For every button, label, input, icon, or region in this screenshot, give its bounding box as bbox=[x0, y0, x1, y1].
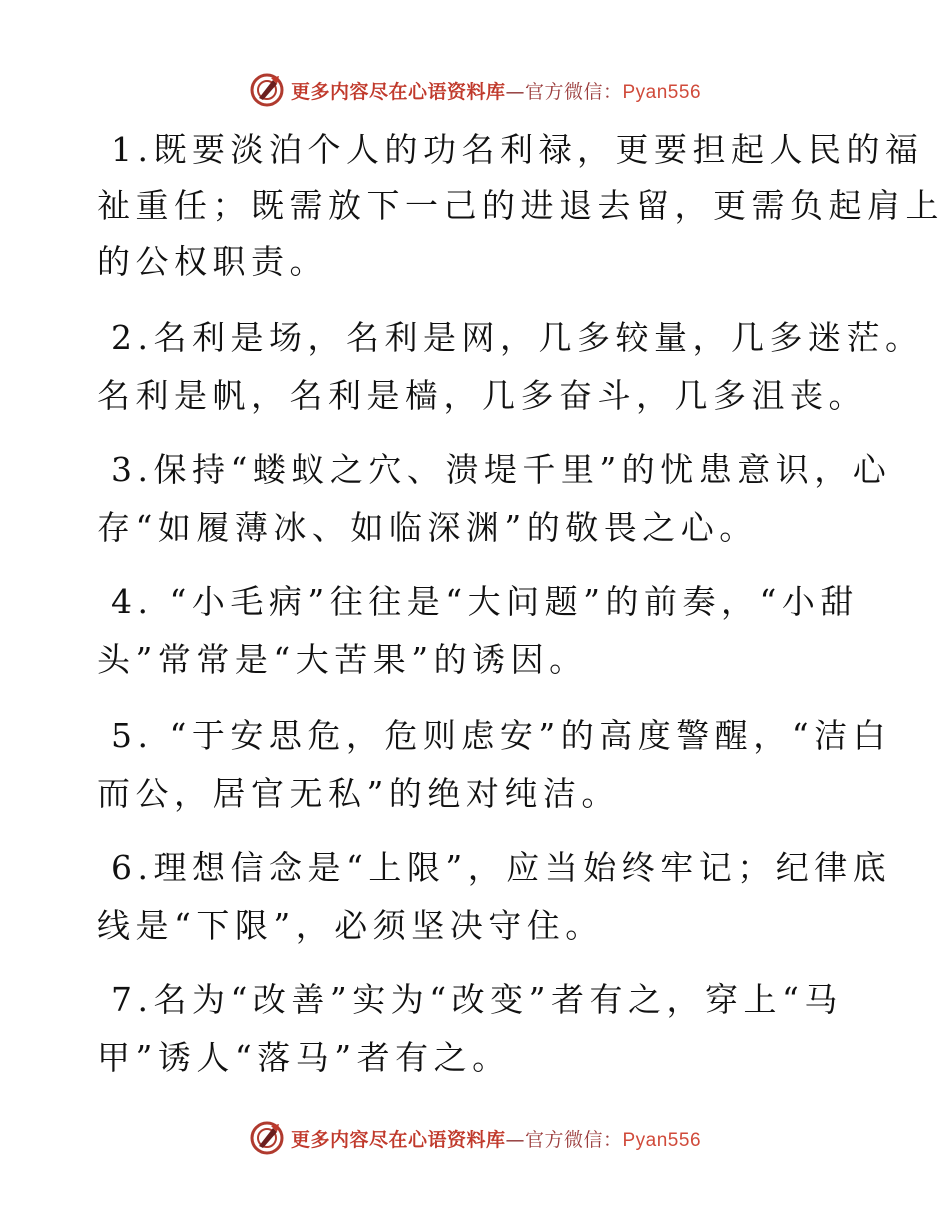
paragraph-7-number: 7. bbox=[111, 980, 154, 1019]
banner-text bbox=[291, 77, 701, 104]
paragraph-1-number: 1. bbox=[111, 130, 154, 169]
banner-label: 官方微信： bbox=[524, 1128, 623, 1151]
paragraph-4-text-1: “小毛病”往往是“大问题”的前奏，“小甜 bbox=[169, 582, 859, 621]
banner-separator: — bbox=[505, 1128, 525, 1151]
banner-separator: — bbox=[505, 80, 525, 103]
banner-label: 官方微信： bbox=[524, 80, 623, 103]
paragraph-7-line-1 bbox=[111, 980, 843, 1020]
banner-text bbox=[291, 1125, 701, 1152]
paragraph-3-number: 3. bbox=[111, 450, 154, 489]
paragraph-7-text-1: 名为“改善”实为“改变”者有之，穿上“马 bbox=[153, 980, 843, 1019]
paragraph-7-line-2: 甲”诱人“落马”者有之。 bbox=[97, 1038, 511, 1077]
banner-main-text: 更多内容尽在心语资料库 bbox=[290, 1128, 506, 1151]
paragraph-6-line-1 bbox=[111, 848, 891, 888]
logo-icon bbox=[249, 1120, 285, 1156]
logo-icon bbox=[249, 72, 285, 108]
footer-banner bbox=[0, 1118, 950, 1158]
paragraph-1-text-1: 既要淡泊个人的功名利禄，更要担起人民的福 bbox=[153, 130, 924, 169]
paragraph-4-line-2: 头”常常是“大苦果”的诱因。 bbox=[97, 640, 588, 679]
banner-main-text: 更多内容尽在心语资料库 bbox=[290, 80, 506, 103]
paragraph-1-line-3: 的公权职责。 bbox=[97, 242, 328, 281]
paragraph-2-number: 2. bbox=[111, 318, 154, 357]
banner-account: Pyan556 bbox=[622, 1129, 702, 1151]
paragraph-4-number: 4. bbox=[111, 582, 154, 621]
paragraph-2-line-2: 名利是帆，名利是樯，几多奋斗，几多沮丧。 bbox=[97, 376, 867, 415]
paragraph-1-line-1 bbox=[111, 130, 924, 170]
paragraph-6-line-2: 线是“下限”，必须坚决守住。 bbox=[97, 906, 604, 945]
paragraph-6-text-1: 理想信念是“上限”，应当始终牢记；纪律底 bbox=[153, 848, 892, 887]
paragraph-2-text-1: 名利是场，名利是网，几多较量，几多迷茫。 bbox=[153, 318, 924, 357]
paragraph-5-number: 5. bbox=[111, 716, 154, 755]
paragraph-5-line-2: 而公，居官无私”的绝对纯洁。 bbox=[97, 774, 620, 813]
paragraph-1-line-2: 祉重任；既需放下一己的进退去留，更需负起肩上 bbox=[97, 186, 944, 225]
banner-account: Pyan556 bbox=[622, 81, 702, 103]
paragraph-2-line-1 bbox=[111, 318, 924, 358]
paragraph-5-line-1 bbox=[111, 716, 891, 756]
paragraph-6-number: 6. bbox=[111, 848, 154, 887]
paragraph-3-text-1: 保持“蝼蚁之穴、溃堤千里”的忧患意识，心 bbox=[153, 450, 892, 489]
paragraph-5-text-1: “于安思危，危则虑安”的高度警醒，“洁白 bbox=[169, 716, 892, 755]
paragraph-3-line-2: 存“如履薄冰、如临深渊”的敬畏之心。 bbox=[97, 508, 758, 547]
paragraph-3-line-1 bbox=[111, 450, 891, 490]
paragraph-4-line-1 bbox=[111, 582, 859, 622]
header-banner bbox=[0, 70, 950, 110]
